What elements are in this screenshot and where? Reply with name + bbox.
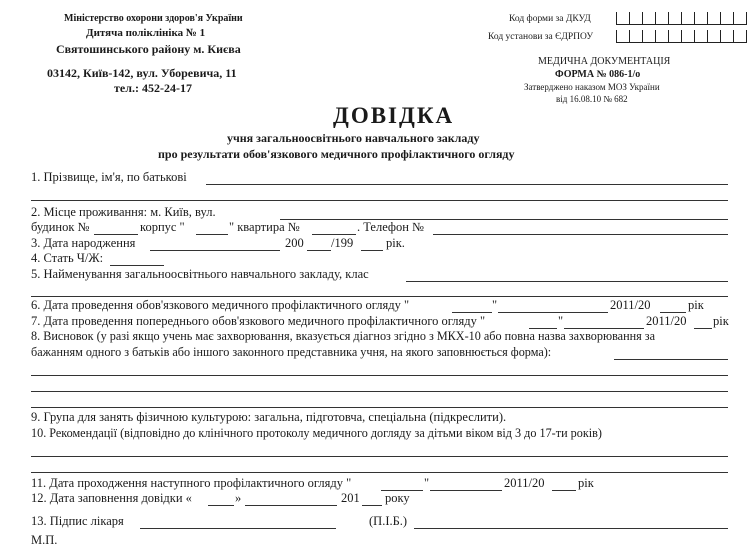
field-2-phone-line[interactable] — [433, 234, 728, 235]
field-7-rik: рік — [713, 314, 729, 328]
approved-order: Затверджено наказом МОЗ України — [524, 82, 660, 92]
field-3-label: 3. Дата народження — [31, 236, 136, 250]
field-5-label: 5. Найменування загальноосвітнього навчального закладу, клас — [31, 267, 369, 281]
ministry-name: Міністерство охорони здоров'я України — [64, 13, 243, 24]
clinic-name: Дитяча поліклініка № 1 — [86, 27, 206, 39]
field-5-line[interactable] — [406, 281, 728, 282]
field-12-quote: » — [235, 491, 242, 505]
field-7-quote: " — [558, 314, 564, 328]
field-3-year-2-line[interactable] — [361, 250, 383, 251]
field-4-line[interactable] — [110, 265, 164, 266]
field-12-rik: року — [385, 491, 410, 505]
field-8-label-2: бажанням одного з батьків або іншого законного представника учня, на якого заповнюється форма): — [31, 345, 552, 359]
title-line-1: учня загальноосвітнього навчального закладу — [227, 131, 480, 145]
field-3-year: 200 — [285, 236, 304, 250]
field-7-year-line[interactable] — [694, 328, 712, 329]
field-1-line[interactable] — [206, 184, 728, 185]
field-3-rik: рік. — [386, 236, 405, 250]
field-7-year: 2011/20 — [646, 314, 687, 328]
field-6-year-line[interactable] — [660, 312, 686, 313]
clinic-phone: тел.: 452-24-17 — [114, 81, 192, 95]
field-13-label: 13. Підпис лікаря — [31, 514, 124, 528]
title-line-2: про результати обов'язкового медичного профілактичного огляду — [158, 147, 515, 161]
field-8-line-3[interactable] — [31, 407, 728, 408]
field-12-label: 12. Дата заповнення довідки « — [31, 491, 192, 505]
field-2-kvartyra-line[interactable] — [312, 234, 356, 235]
field-2-building-line[interactable] — [94, 234, 138, 235]
field-8-label-1: 8. Висновок (у разі якщо учень має захворювання, вказується діагноз згідно з МКХ-10 або повна назва захворювання за — [31, 329, 655, 343]
field-13-pib: (П.І.Б.) — [369, 514, 408, 528]
field-5-line-2[interactable] — [31, 296, 728, 297]
clinic-address: 03142, Київ-142, вул. Уборевича, 11 — [47, 66, 237, 80]
field-2-korpus-line[interactable] — [196, 234, 228, 235]
field-11-year: 2011/20 — [504, 476, 545, 490]
field-11-year-line[interactable] — [552, 490, 576, 491]
stamp-label: М.П. — [31, 533, 58, 547]
field-6-month-line[interactable] — [498, 312, 608, 313]
field-8-line-0[interactable] — [614, 359, 728, 360]
field-11-month-line[interactable] — [430, 490, 502, 491]
field-11-label: 11. Дата проходження наступного профілактичного огляду " — [31, 476, 352, 490]
field-6-label: 6. Дата проведення обов'язкового медичного профілактичного огляду " — [31, 298, 410, 312]
field-4-label: 4. Стать Ч/Ж: — [31, 251, 104, 265]
approved-date: від 16.08.10 № 682 — [556, 94, 628, 104]
code-edrpou-label: Код установи за ЄДРПОУ — [488, 32, 594, 42]
field-11-quote: " — [424, 476, 430, 490]
code-dkud-label: Код форми за ДКУД — [509, 14, 591, 24]
field-6-quote: " — [492, 298, 498, 312]
code-dkud-boxes — [616, 12, 747, 25]
code-edrpou-boxes — [616, 30, 747, 43]
field-7-label: 7. Дата проведення попереднього обов'язкового медичного профілактичного огляду " — [31, 314, 486, 328]
field-10-line-2[interactable] — [31, 472, 728, 473]
field-12-month-line[interactable] — [245, 505, 337, 506]
field-10-label: 10. Рекомендації (відповідно до клінічного протоколу медичного догляду за дітьми віком від 3 до 17-ти років) — [31, 426, 602, 440]
field-1-label: 1. Прізвище, ім'я, по батькові — [31, 170, 187, 184]
field-8-line-2[interactable] — [31, 391, 728, 392]
field-11-rik: рік — [578, 476, 594, 490]
field-12-year: 201 — [341, 491, 360, 505]
field-12-year-line[interactable] — [362, 505, 382, 506]
field-13-signature-line[interactable] — [140, 528, 336, 529]
field-10-line-1[interactable] — [31, 456, 728, 457]
field-3-date-line[interactable] — [150, 250, 280, 251]
field-2-phone-label: . Телефон № — [357, 220, 424, 234]
field-3-year-2: /199 — [331, 236, 354, 250]
document-title: ДОВІДКА — [333, 103, 455, 128]
field-2-street-line[interactable] — [280, 219, 728, 220]
field-3-year-line[interactable] — [307, 250, 331, 251]
field-13-pib-line[interactable] — [414, 528, 728, 529]
clinic-district: Святошинського району м. Києва — [56, 42, 241, 56]
field-2-korpus-label: корпус " — [140, 220, 185, 234]
med-doc-label: МЕДИЧНА ДОКУМЕНТАЦІЯ — [538, 56, 671, 67]
field-2-kvartyra-label: " квартира № — [229, 220, 300, 234]
field-1-line-2[interactable] — [31, 200, 728, 201]
field-8-line-1[interactable] — [31, 375, 728, 376]
field-6-year: 2011/20 — [610, 298, 651, 312]
field-6-day-line[interactable] — [452, 312, 492, 313]
field-6-rik: рік — [688, 298, 704, 312]
field-2-label: 2. Місце проживання: м. Київ, вул. — [31, 205, 216, 219]
field-9-label: 9. Група для занять фізичною культурою: загальна, підготовча, спеціальна (підкреслити). — [31, 410, 507, 424]
field-12-day-line[interactable] — [208, 505, 234, 506]
form-number: ФОРМА № 086-1/о — [555, 69, 641, 80]
field-2-building-label: будинок № — [31, 220, 90, 234]
